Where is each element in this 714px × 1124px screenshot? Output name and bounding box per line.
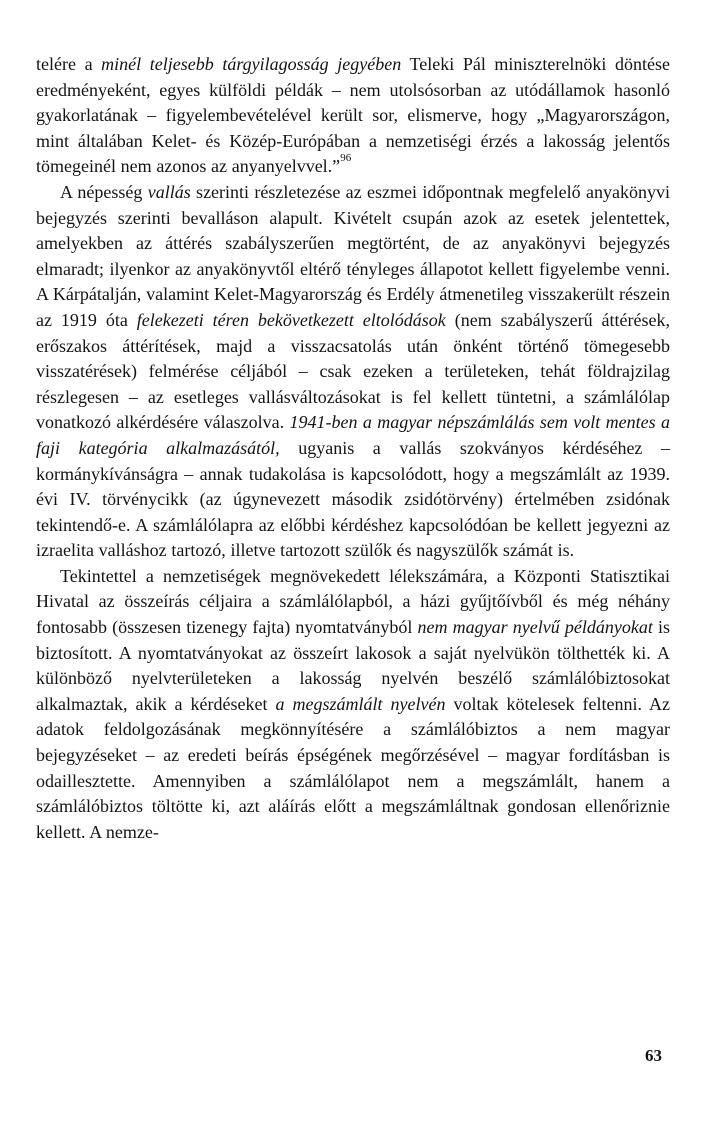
italic-text: a megszámlált nyelvén [275, 693, 446, 714]
body-text: szerinti részletezése az eszmei időpontnak megfelelő anyakönyvi bejegyzés szerinti bevalláson alapult. Kivételt csupán azok az esetek jelentettek, amelyekben az áttérés szabályszerűen megtörtént, de az anyakönyvi bejegyzés elmaradt; ilyenkor az anyakönyvtől eltérő tényleges állapotot kellett figyelembe venni. A Kárpátalján, valamint Kelet-Magyarország és Erdély átmenetileg visszakerült részein az 1919 óta [36, 181, 670, 330]
footnote-reference: 96 [340, 152, 352, 165]
italic-text: nem magyar nyelvű példányokat [417, 617, 653, 638]
italic-text: 1941-ben a magyar népszámlálás sem volt mentes a faji kategória alkalmazásától, [36, 412, 670, 458]
paragraph [36, 180, 670, 564]
body-text: A népesség [60, 181, 148, 202]
body-text: telére a [36, 54, 102, 74]
body-text: voltak kötelesek feltenni. Az adatok feldolgozásának megkönnyítésére a számlálóbiztos a nem magyar bejegyzéseket – az eredeti beírás épségének megőrzésével – magyar fordításban is odaillesztette. Amennyiben a számlálólapot nem a megszámlált, hanem a számlálóbiztos töltötte ki, azt aláírás előtt a megszámláltnak gondosan ellenőriznie kellett. A nemze- [36, 693, 670, 842]
italic-text: felekezeti téren bekövetkezett eltolódások [136, 309, 446, 330]
body-text: ugyanis a vallás szokványos kérdéséhez – kormánykívánságra – annak tudakolása is kapcsolódott, hogy a megszámlált az 1939. évi IV. törvénycikk (az úgynevezett második zsidótörvény) értelmében zsidónak tekintendő-e. A számlálólapra az előbbi kérdéshez kapcsolódóan be kellett jegyezni az izraelita valláshoz tartozó, illetve tartozott szülők és nagyszülők számát is. [36, 437, 670, 561]
paragraph [36, 564, 670, 846]
body-text: (nem szabályszerű áttérések, erőszakos áttérítések, majd a visszacsatolás után önként történő tömegesebb visszatérések) felmérése céljából – csak ezeken a területeken, tehát földrajzilag részlegesen – az esetleges vallásváltozásokat is fel kellett tüntetni, a számlálólap vonatkozó alkérdésére válaszolva. [36, 309, 670, 433]
body-text: is biztosított. A nyomtatványokat az összeírt lakosok a saját nyelvükön tölthették ki. A különböző nyelvterületeken a lakosság nyelvén beszélő számlálóbiztosokat alkalmaztak, akik a kérdéseket [36, 617, 670, 714]
page-body [36, 52, 670, 845]
body-text: Tekintettel a nemzetiségek megnövekedett lélekszámára, a Központi Statisztikai Hivatal az összeírás céljaira a számlálólapból, a házi gyűjtőívből és még néhány fontosabb (összesen tizenegy fajta) nyomtatványból [36, 565, 670, 638]
page-number: 63 [645, 1046, 662, 1065]
body-text: Teleki Pál miniszterelnöki döntése eredményeként, egyes külföldi példák – nem utolsósorban az utódállamok hasonló gyakorlatának – figyelembevételével került sor, elismerve, hogy „Magyarországon, mint általában Kelet- és Közép-Európában a nemzetiségi érzés a lakosság jelentős tömegeinél nem azonos az anyanyelvvel.” [36, 54, 670, 177]
italic-text: minél teljesebb tárgyilagosság jegyében [101, 54, 402, 74]
italic-text: vallás [147, 181, 191, 202]
paragraph [36, 52, 670, 180]
